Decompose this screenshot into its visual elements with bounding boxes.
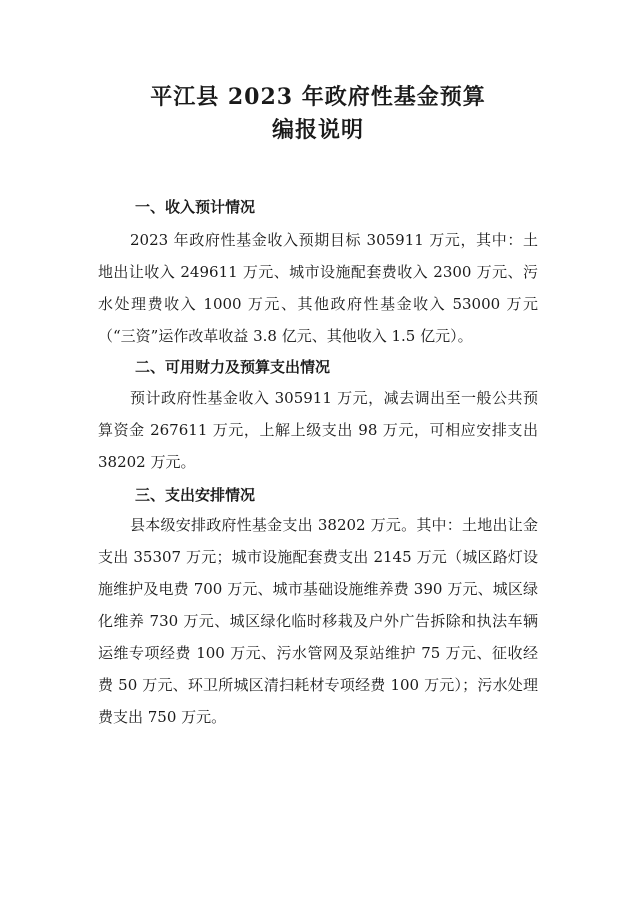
section-heading-income: 一、收入预计情况 (135, 198, 256, 216)
section-body-available-funds: 预计政府性基金收入 305911 万元，减去调出至一般公共预算资金 267611 万元，上解上级支出 98 万元，可相应安排支出 38202 万元。 (98, 389, 538, 471)
section-heading-available-funds: 二、可用财力及预算支出情况 (135, 358, 331, 376)
document-subtitle: 编报说明 (271, 117, 364, 143)
section-heading-expenditure: 三、支出安排情况 (135, 486, 256, 504)
section-body-expenditure: 县本级安排政府性基金支出 38202 万元。其中：土地出让金支出 35307 万元；城市设施配套费支出 2145 万元（城区路灯设施维护及电费 700 万元、城市基础设施维养费 390 万元、城区绿化维养 730 万元、城区绿化临时移栽及户外广告拆除和执法车辆运维专项经费 100 万元、污水管网及泵站维护 75 万元、征收经费 50 万元、环卫所城区清扫耗材专项经费 100 万元）；污水处理费支出 750 万元。 (98, 516, 538, 726)
section-body-income: 2023 年政府性基金收入预期目标 305911 万元，其中：土地出让收入 249611 万元、城市设施配套费收入 2300 万元、污水处理费收入 1000 万元、其他政府性基金收入 53000 万元（“三资”运作改革收益 3.8 亿元、其他收入 1.5 亿元）。 (98, 231, 538, 345)
document-title: 平江县 2023 年政府性基金预算 (150, 84, 486, 110)
